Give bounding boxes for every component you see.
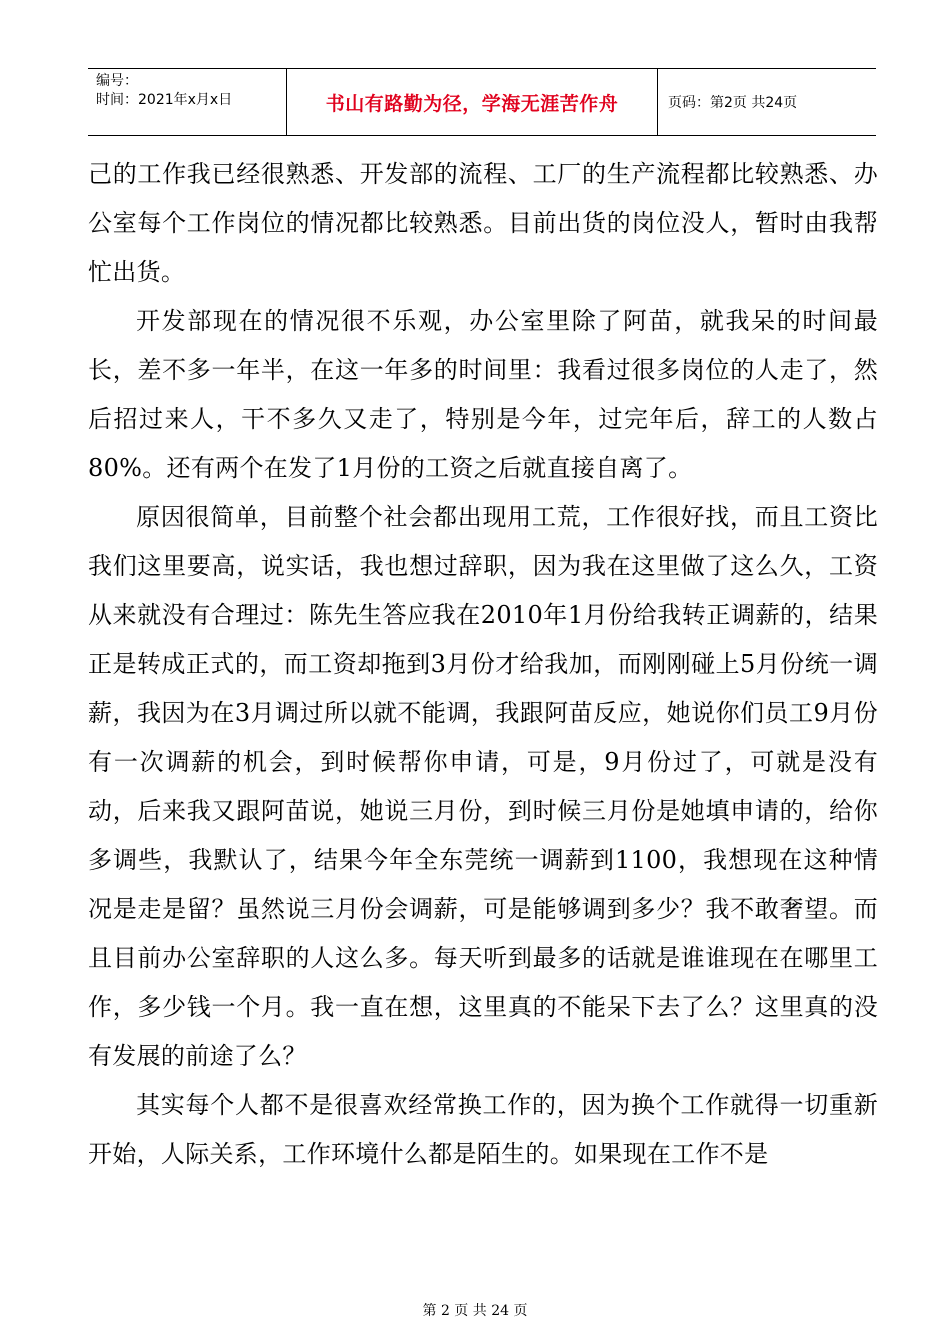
motto-text: 书山有路勤为径，学海无涯苦作舟 <box>325 92 619 115</box>
footer-page-number: 第 2 页 共 24 页 <box>422 1303 528 1319</box>
page-header <box>88 68 876 136</box>
document-body <box>88 150 878 1179</box>
header-motto-cell <box>287 69 658 135</box>
time-label: 时间：2021年x月x日 <box>96 92 233 108</box>
paragraph-continued: 己的工作我已经很熟悉、开发部的流程、工厂的生产流程都比较熟悉、办公室每个工作岗位的情况都比较熟悉。目前出货的岗位没人，暂时由我帮忙出货。 <box>88 160 878 286</box>
number-label: 编号： <box>96 73 138 89</box>
paragraph: 原因很简单，目前整个社会都出现用工荒，工作很好找，而且工资比我们这里要高，说实话，我也想过辞职，因为我在这里做了这么久，工资从来就没有合理过：陈先生答应我在2010年1月份给我转正调薪的，结果正是转成正式的，而工资却拖到3月份才给我加，而刚刚碰上5月份统一调薪，我因为在3月调过所以就不能调，我跟阿苗反应，她说你们员工9月份有一次调薪的机会，到时候帮你申请，可是，9月份过了，可就是没有动，后来我又跟阿苗说，她说三月份，到时候三月份是她填申请的，给你多调些，我默认了，结果今年全东莞统一调薪到1100，我想现在这种情况是走是留？虽然说三月份会调薪，可是能够调到多少？我不敢奢望。而且目前办公室辞职的人这么多。每天听到最多的话就是谁谁现在在哪里工作，多少钱一个月。我一直在想，这里真的不能呆下去了么？这里真的没有发展的前途了么？ <box>88 503 878 1070</box>
page-footer <box>0 1300 950 1320</box>
paragraph: 开发部现在的情况很不乐观，办公室里除了阿苗，就我呆的时间最长，差不多一年半，在这一年多的时间里：我看过很多岗位的人走了，然后招过来人，干不多久又走了，特别是今年，过完年后，辞工的人数占80%。还有两个在发了1月份的工资之后就直接自离了。 <box>88 307 878 482</box>
page-number-label: 页码：第2页 共24页 <box>668 95 798 111</box>
header-meta-cell <box>88 69 287 135</box>
paragraph: 其实每个人都不是很喜欢经常换工作的，因为换个工作就得一切重新开始，人际关系，工作环境什么都是陌生的。如果现在工作不是 <box>88 1091 878 1168</box>
header-page-cell <box>658 69 876 135</box>
